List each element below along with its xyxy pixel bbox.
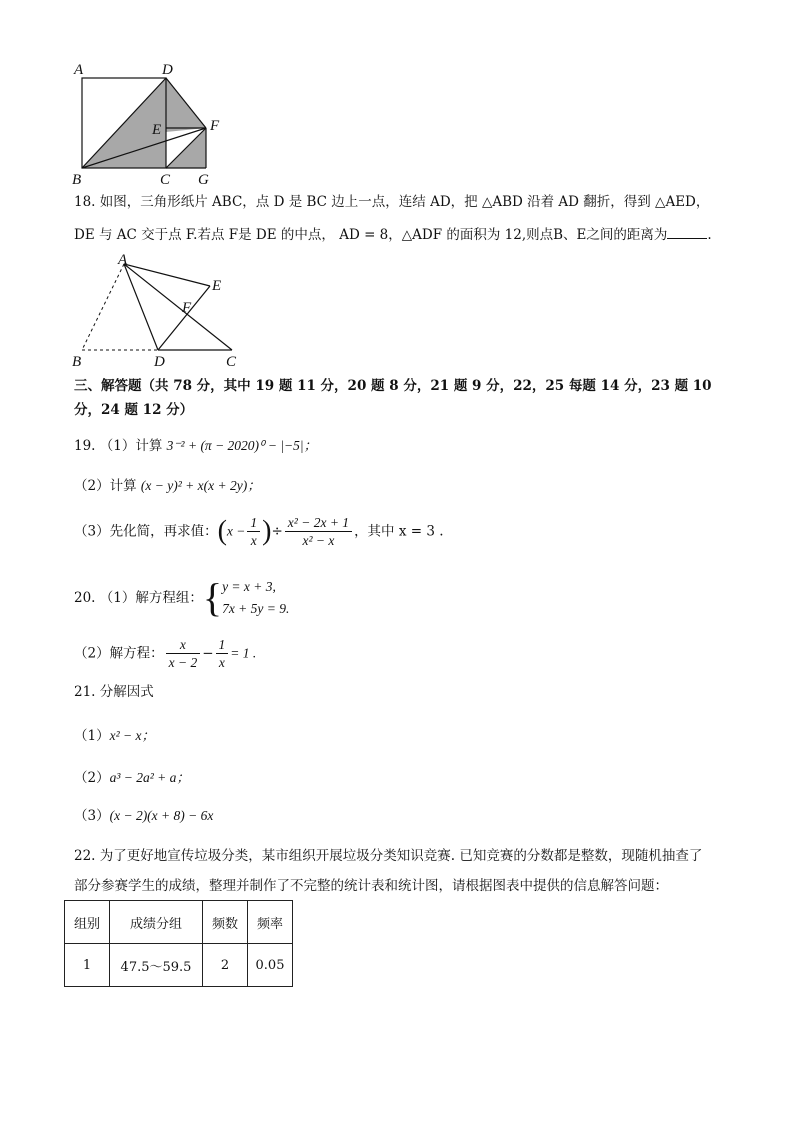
answer-blank[interactable]	[667, 224, 707, 239]
frac1-num: 1	[247, 514, 260, 532]
section-heading	[74, 376, 712, 396]
q19-p3-suffix: ，其中 x = 3 .	[354, 523, 444, 540]
q21-p2-label: （2）	[74, 770, 110, 786]
q22-text-2: 部分参赛学生的成绩，整理并制作了不完整的统计表和统计图，请根据图表中提供的信息解答问题：	[74, 878, 668, 894]
cell-range: 47.5～59.5	[110, 944, 203, 987]
label-D: D	[162, 62, 173, 78]
q22-line2	[74, 876, 668, 896]
q19-part1	[74, 436, 317, 456]
q20-p2-prefix: （2）解方程：	[74, 645, 164, 662]
label-G: G	[198, 172, 209, 188]
label-A: A	[74, 62, 84, 78]
q22-text-1: 22. 为了更好地宣传垃圾分类，某市组织开展垃圾分类知识竞赛. 已知竞赛的分数都是整数，现随机抽查了	[74, 848, 703, 864]
label-B: B	[72, 172, 82, 188]
label-F: F	[210, 118, 220, 134]
table-row	[65, 944, 293, 987]
q21-p1-label: （1）	[74, 728, 110, 744]
label-C: C	[160, 172, 171, 188]
q18-line1	[74, 192, 709, 212]
section-heading-line1: 三、解答题（共 78 分，其中 19 题 11 分，20 题 8 分，21 题 9 分，22，25 每题 14 分，23 题 10	[74, 378, 712, 394]
cell-rate: 0.05	[248, 944, 293, 987]
q19-p2-math: (x − y)² + x(x + 2y)；	[140, 478, 261, 493]
q21-part3	[74, 806, 213, 826]
q19-p3-prefix: （3）先化简，再求值：	[74, 523, 218, 540]
q19-p2-prefix: （2）计算	[74, 478, 141, 494]
q19-div: ÷	[271, 523, 283, 540]
header-cell-freq: 频数	[203, 901, 248, 944]
frac2-den: x² − x	[302, 533, 335, 548]
eq1: y = x + 3,	[222, 579, 276, 594]
q19-p3-left: x −	[226, 523, 246, 539]
q21-p2-math: a³ − 2a² + a；	[109, 770, 190, 785]
q18-text-2b: AD = 8，△ADF 的面积为 12,则点B、E之间的距离为	[339, 227, 668, 243]
fracb-num: 1	[216, 636, 229, 654]
figure-q18	[70, 252, 250, 370]
q19-fraction-1	[247, 514, 260, 549]
header-cell-group: 组别	[65, 901, 110, 944]
q19-fraction-2	[285, 514, 352, 549]
q21-p3-math: (x − 2)(x + 8) − 6x	[109, 808, 214, 823]
q21-part2	[74, 768, 190, 788]
q21-part1	[74, 726, 155, 746]
q19-part3	[74, 514, 444, 549]
q20-fraction-b	[216, 636, 229, 671]
q21-p3-label: （3）	[74, 808, 110, 824]
cell-group: 1	[65, 944, 110, 987]
equation-system	[222, 576, 289, 620]
system-brace: {	[202, 575, 223, 620]
paren-open: (	[217, 515, 227, 547]
q21-title	[74, 682, 154, 702]
label-F: F	[182, 300, 192, 316]
label-D: D	[154, 354, 165, 370]
header-cell-rate: 频率	[248, 901, 293, 944]
q20-fraction-a	[166, 636, 201, 671]
table-header-row	[65, 901, 293, 944]
label-B: B	[72, 354, 82, 370]
label-C: C	[226, 354, 237, 370]
section-heading-line2: 分，24 题 12 分）	[74, 402, 194, 418]
frac1-den: x	[250, 533, 257, 548]
label-A: A	[118, 252, 128, 268]
eq2: 7x + 5y = 9.	[222, 601, 290, 616]
q18-text-2a: DE 与 AC 交于点 F.若点 F是 DE 的中点，	[74, 227, 335, 243]
score-table	[64, 900, 293, 987]
q20-part2	[74, 636, 256, 671]
fraca-den: x − 2	[168, 655, 198, 670]
figure-q17	[70, 58, 240, 188]
q19-part2	[74, 476, 261, 496]
q19-p1-prefix: 19. （1）计算	[74, 438, 167, 454]
section-heading-cont	[74, 400, 193, 420]
q18-line2	[74, 224, 712, 245]
q18-text-1: 18. 如图，三角形纸片 ABC，点 D 是 BC 边上一点，连结 AD，把 △ABD 沿着 AD 翻折，得到 △AED，	[74, 194, 710, 210]
q19-p1-math: 3⁻² + (π − 2020)⁰ − |−5|；	[166, 438, 318, 453]
q20-part1	[74, 576, 289, 620]
paren-close: )	[262, 515, 272, 547]
fracb-den: x	[218, 655, 225, 670]
frac2-num: x² − 2x + 1	[285, 514, 352, 532]
cell-freq: 2	[203, 944, 248, 987]
q22-line1	[74, 846, 702, 866]
q20-minus: −	[202, 645, 214, 662]
q21-title-text: 21. 分解因式	[74, 684, 154, 700]
label-E: E	[152, 122, 162, 138]
fraca-num: x	[166, 636, 201, 654]
q21-p1-math: x² − x；	[109, 728, 155, 743]
header-cell-range: 成绩分组	[110, 901, 203, 944]
label-E: E	[212, 278, 222, 294]
q20-p1-prefix: 20. （1）解方程组：	[74, 590, 203, 606]
q20-p2-suffix: = 1 .	[230, 645, 257, 661]
q18-text-end: .	[707, 227, 712, 243]
